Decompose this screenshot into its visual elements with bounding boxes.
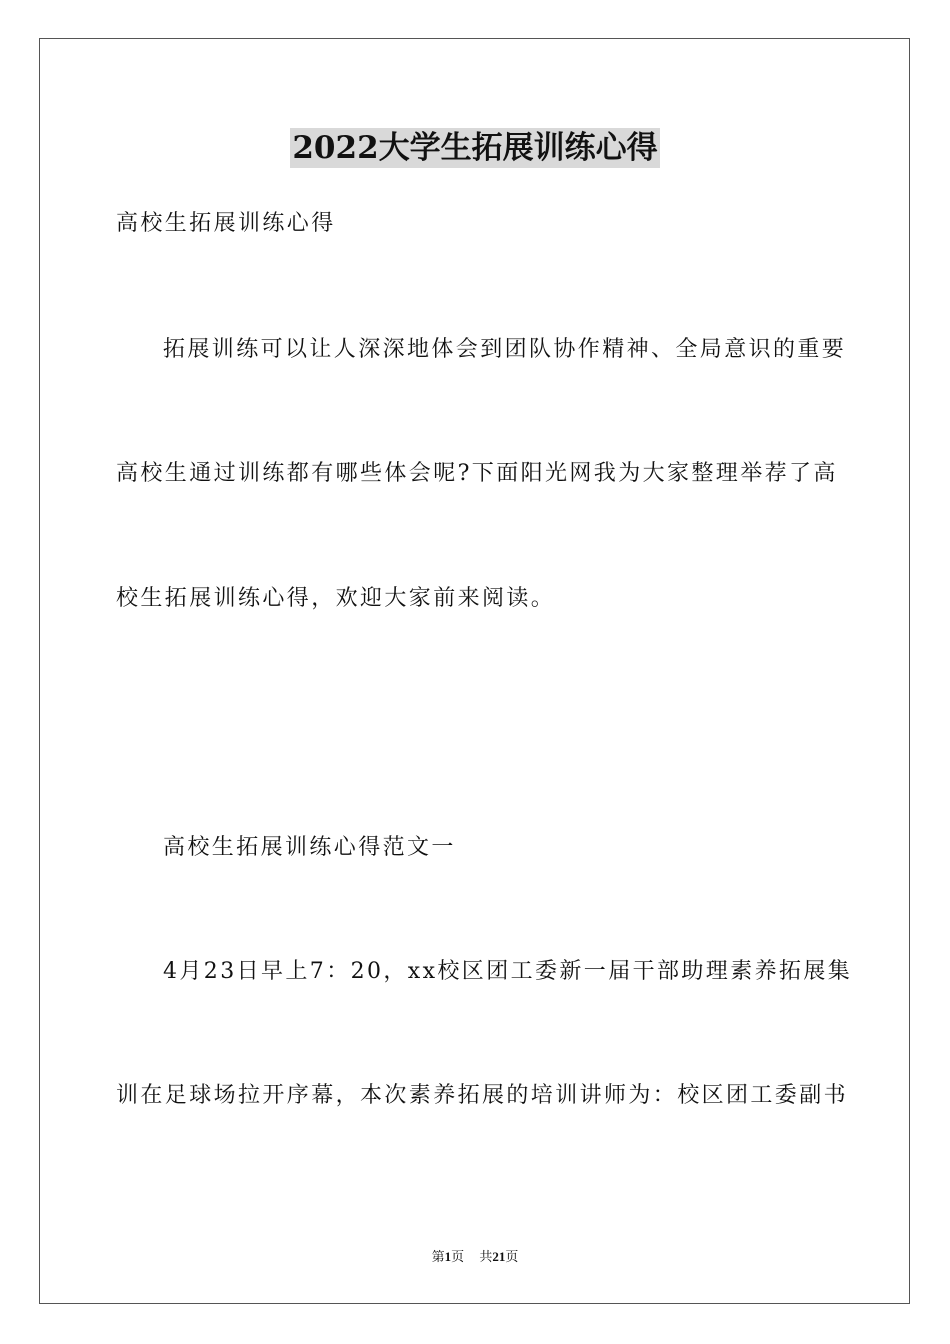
paragraph-2-line-1: 4月23日早上7：20，xx校区团工委新一届干部助理素养拓展集 [163,959,853,984]
document-title: 2022大学生拓展训练心得 [292,130,658,166]
page-footer [0,1248,950,1266]
paragraph-1-line-2: 高校生通过训练都有哪些体会呢?下面阳光网我为大家整理举荐了高 [116,461,838,486]
total-pages: 共21页 [479,1249,519,1264]
document-subtitle: 高校生拓展训练心得 [116,211,336,236]
paragraph-1-line-1: 拓展训练可以让人深深地体会到团队协作精神、全局意识的重要 [163,337,847,362]
title-container [0,128,950,168]
paragraph-1-line-3: 校生拓展训练心得，欢迎大家前来阅读。 [116,586,556,611]
page-number: 第1页 [431,1249,465,1264]
section-heading: 高校生拓展训练心得范文一 [163,835,456,860]
paragraph-2-line-2: 训在足球场拉开序幕，本次素养拓展的培训讲师为：校区团工委副书 [116,1083,849,1108]
